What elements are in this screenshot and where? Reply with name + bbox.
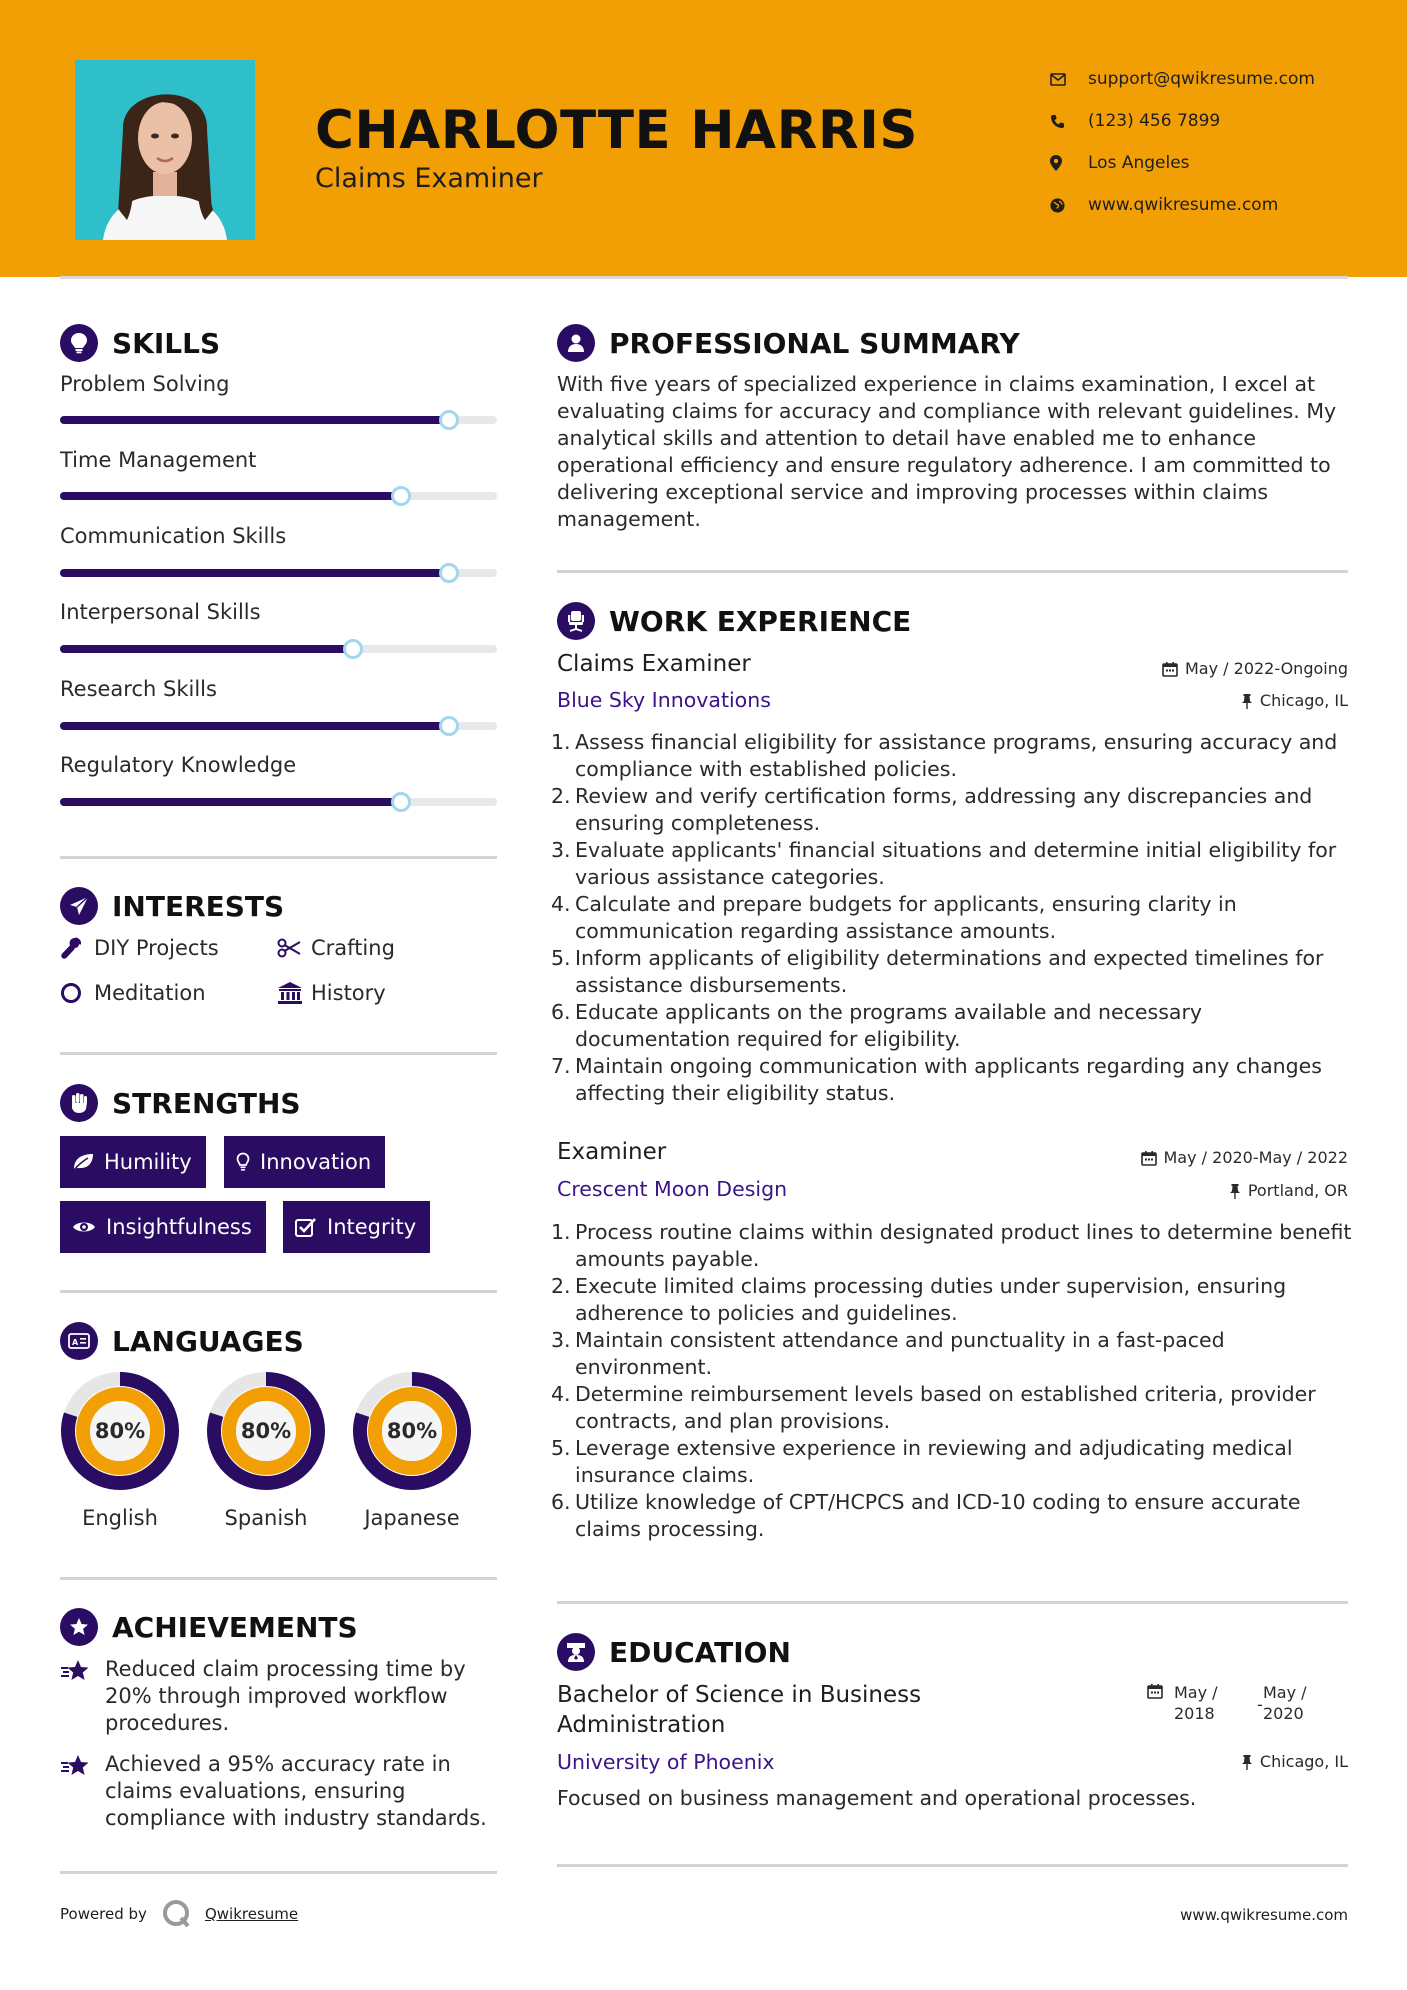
- achievement-item: [60, 1656, 500, 1737]
- language-ring: [59, 1370, 181, 1492]
- duty-item: [551, 1053, 1357, 1107]
- education-heading: [557, 1633, 791, 1671]
- powered-by-text: Powered by: [60, 1905, 147, 1923]
- summary-heading-text: PROFESSIONAL SUMMARY: [609, 326, 1020, 360]
- skill-label: Communication Skills: [60, 524, 287, 548]
- duty-text: Determine reimbursement levels based on established criteria, provider contracts, and plan provisions.: [575, 1382, 1316, 1433]
- education-start-month: May /: [1174, 1683, 1218, 1702]
- education-school: University of Phoenix: [557, 1750, 775, 1774]
- job-location: [1241, 691, 1348, 710]
- achievements-heading: [60, 1608, 358, 1646]
- job-duties: [551, 729, 1357, 1107]
- duty-number: 3.: [551, 1328, 571, 1352]
- strength-badge: [224, 1136, 385, 1188]
- work-heading: [557, 602, 911, 640]
- duty-number: 7.: [551, 1054, 571, 1078]
- duty-item: [551, 1489, 1357, 1543]
- paper-plane-icon: [60, 887, 98, 925]
- interest-label: History: [311, 981, 386, 1005]
- duty-number: 5.: [551, 1436, 571, 1460]
- profile-photo: [75, 60, 255, 240]
- footer-url[interactable]: www.qwikresume.com: [1180, 1906, 1348, 1924]
- lightbulb-icon: [60, 324, 98, 362]
- skill-bar-fill: [60, 722, 449, 730]
- contact-phone-text: (123) 456 7899: [1088, 111, 1221, 131]
- strength-label: Integrity: [327, 1215, 417, 1239]
- skills-heading: [60, 324, 220, 362]
- education-end-date: [1263, 1682, 1307, 1724]
- strengths-heading-text: STRENGTHS: [112, 1086, 301, 1120]
- duty-item: [551, 1381, 1357, 1435]
- skill-label: Regulatory Knowledge: [60, 753, 297, 777]
- duty-number: 2.: [551, 784, 571, 808]
- duty-number: 4.: [551, 1382, 571, 1406]
- language-name: English: [82, 1506, 158, 1530]
- job-location: [1229, 1181, 1348, 1200]
- language-item: [351, 1370, 473, 1530]
- contact-website-text: www.qwikresume.com: [1088, 195, 1279, 215]
- globe-icon: [1050, 195, 1088, 215]
- language-percent: 80%: [240, 1419, 292, 1443]
- office-chair-icon: [557, 602, 595, 640]
- skill-label: Time Management: [60, 448, 257, 472]
- duty-number: 2.: [551, 1274, 571, 1298]
- interests-heading: [60, 887, 284, 925]
- duty-text: Calculate and prepare budgets for applicants, ensuring clarity in communication regarding assistance amounts.: [575, 892, 1237, 943]
- footer-powered-by: [60, 1898, 298, 1930]
- achievements-heading-text: ACHIEVEMENTS: [112, 1610, 358, 1644]
- duty-text: Assess financial eligibility for assistance programs, ensuring accuracy and compliance with established policies.: [575, 730, 1338, 781]
- duty-text: Inform applicants of eligibility determinations and expected timelines for assistance disbursements.: [575, 946, 1324, 997]
- duty-text: Execute limited claims processing duties under supervision, ensuring adherence to policies and guidelines.: [575, 1274, 1287, 1325]
- strength-badge: [60, 1136, 206, 1188]
- interest-label: Crafting: [311, 936, 395, 960]
- contact-website[interactable]: [1050, 184, 1315, 226]
- map-pin-icon: [1050, 153, 1088, 173]
- duty-number: 1.: [551, 730, 571, 754]
- language-percent: 80%: [94, 1419, 146, 1443]
- job-dates: [1141, 1148, 1349, 1167]
- work-heading-text: WORK EXPERIENCE: [609, 604, 912, 638]
- interests-heading-text: INTERESTS: [112, 889, 285, 923]
- lightbulb-icon: [236, 1152, 250, 1172]
- skill-bar-knob: [439, 563, 459, 583]
- section-divider: [60, 1290, 497, 1293]
- skill-bar: [60, 492, 497, 500]
- skill-bar-knob: [343, 639, 363, 659]
- duty-text: Process routine claims within designated product lines to determine benefit amounts payable.: [575, 1220, 1352, 1271]
- job-title: Examiner: [557, 1139, 667, 1165]
- circle-icon: [60, 982, 94, 1004]
- pushpin-icon: [1241, 1754, 1253, 1770]
- contact-phone[interactable]: [1050, 100, 1315, 142]
- contact-location: [1050, 142, 1315, 184]
- education-date-dash: -: [1257, 1695, 1263, 1714]
- job-location-text: Portland, OR: [1247, 1181, 1348, 1200]
- skill-label: Interpersonal Skills: [60, 600, 261, 624]
- skill-label: Research Skills: [60, 677, 217, 701]
- eye-icon: [72, 1219, 96, 1235]
- skill-bar-fill: [60, 569, 449, 577]
- contact-email[interactable]: [1050, 58, 1315, 100]
- skill-bar-fill: [60, 416, 449, 424]
- job-company: Blue Sky Innovations: [557, 688, 771, 712]
- education-start-year: 2018: [1174, 1704, 1215, 1723]
- education-end-year: 2020: [1263, 1704, 1304, 1723]
- duty-number: 3.: [551, 838, 571, 862]
- interest-item: [60, 981, 206, 1005]
- language-item: [59, 1370, 181, 1530]
- header-divider: [60, 276, 1348, 279]
- interest-label: Meditation: [94, 981, 206, 1005]
- duty-text: Maintain consistent attendance and punctuality in a fast-paced environment.: [575, 1328, 1225, 1379]
- skill-label: Problem Solving: [60, 372, 230, 396]
- skill-bar-knob: [439, 410, 459, 430]
- duty-number: 6.: [551, 1000, 571, 1024]
- duty-item: [551, 1273, 1357, 1327]
- job-duties: [551, 1219, 1357, 1543]
- pushpin-icon: [1229, 1183, 1241, 1199]
- language-item: [205, 1370, 327, 1530]
- interest-item: [277, 936, 395, 960]
- calendar-icon: [1141, 1150, 1157, 1166]
- duty-item: [551, 945, 1357, 999]
- education-end-month: May /: [1263, 1683, 1307, 1702]
- skill-bar: [60, 645, 497, 653]
- star-badge-icon: [60, 1608, 98, 1646]
- interest-label: DIY Projects: [94, 936, 219, 960]
- section-divider: [60, 1052, 497, 1055]
- star-icon: [60, 1751, 105, 1832]
- scissors-icon: [277, 938, 311, 958]
- strength-label: Innovation: [260, 1150, 372, 1174]
- skill-bar-fill: [60, 492, 401, 500]
- duty-text: Leverage extensive experience in reviewing and adjudicating medical insurance claims.: [575, 1436, 1293, 1487]
- language-ring: [351, 1370, 473, 1492]
- job-title: Claims Examiner: [557, 651, 751, 677]
- skill-bar-knob: [391, 792, 411, 812]
- skill-bar: [60, 798, 497, 806]
- duty-item: [551, 1327, 1357, 1381]
- education-location: [1241, 1752, 1348, 1771]
- duty-number: 6.: [551, 1490, 571, 1514]
- achievement-text: Achieved a 95% accuracy rate in claims evaluations, ensuring compliance with industry standards.: [105, 1752, 487, 1830]
- language-percent: 80%: [386, 1419, 438, 1443]
- education-degree: Bachelor of Science in Business Administration: [557, 1682, 922, 1738]
- candidate-title: Claims Examiner: [315, 163, 543, 194]
- skills-heading-text: SKILLS: [112, 326, 221, 360]
- interest-item: [60, 936, 219, 960]
- strength-badge: [60, 1201, 266, 1253]
- skill-bar: [60, 416, 497, 424]
- duty-number: 1.: [551, 1220, 571, 1244]
- duty-text: Review and verify certification forms, addressing any discrepancies and ensuring completeness.: [575, 784, 1313, 835]
- summary-heading: [557, 324, 1020, 362]
- section-divider: [60, 1577, 497, 1580]
- duty-item: [551, 1219, 1357, 1273]
- strength-label: Humility: [104, 1150, 192, 1174]
- duty-text: Utilize knowledge of CPT/HCPCS and ICD-10 coding to ensure accurate claims processing.: [575, 1490, 1301, 1541]
- duty-item: [551, 1435, 1357, 1489]
- language-ring: [205, 1370, 327, 1492]
- fist-icon: [60, 1084, 98, 1122]
- section-divider: [60, 856, 497, 859]
- envelope-icon: [1050, 69, 1088, 89]
- svg-text:A: A: [72, 1338, 79, 1347]
- calendar-icon: [1162, 661, 1178, 677]
- pushpin-icon: [1241, 693, 1253, 709]
- job-company: Crescent Moon Design: [557, 1177, 788, 1201]
- skill-bar: [60, 569, 497, 577]
- calendar-icon: [1147, 1683, 1163, 1699]
- education-location-text: Chicago, IL: [1259, 1752, 1348, 1771]
- section-divider: [60, 1871, 497, 1874]
- language-card-icon: [60, 1322, 98, 1360]
- duty-item: [551, 999, 1357, 1053]
- leaf-icon: [72, 1153, 94, 1171]
- education-start-date: [1174, 1682, 1218, 1724]
- resume-header: [0, 0, 1407, 277]
- phone-icon: [1050, 111, 1088, 131]
- language-name: Spanish: [224, 1506, 308, 1530]
- skill-bar-fill: [60, 798, 401, 806]
- achievement-item: [60, 1751, 500, 1832]
- section-divider: [557, 1601, 1348, 1604]
- language-name: Japanese: [364, 1506, 460, 1530]
- wrench-icon: [60, 937, 94, 959]
- strengths-heading: [60, 1084, 301, 1122]
- museum-icon: [277, 981, 311, 1005]
- skill-bar-fill: [60, 645, 353, 653]
- duty-text: Evaluate applicants' financial situations and determine initial eligibility for various assistance categories.: [575, 838, 1337, 889]
- job-dates-text: May / 2022-Ongoing: [1185, 659, 1348, 678]
- job-dates: [1162, 659, 1348, 678]
- duty-number: 4.: [551, 892, 571, 916]
- duty-number: 5.: [551, 946, 571, 970]
- duty-item: [551, 729, 1357, 783]
- contact-location-text: Los Angeles: [1088, 153, 1190, 173]
- interest-item: [277, 981, 386, 1005]
- education-description: Focused on business management and operational processes.: [557, 1786, 1197, 1810]
- job-dates-text: May / 2020-May / 2022: [1163, 1148, 1348, 1167]
- qwikresume-logo-icon: [161, 1898, 193, 1930]
- languages-heading: [60, 1322, 304, 1360]
- candidate-name: CHARLOTTE HARRIS: [315, 100, 919, 161]
- summary-text: With five years of specialized experience in claims examination, I excel at evaluating claims for accuracy and compliance with relevant guidelines. My analytical skills and attention to detail have enabled me to enhance operational efficiency and ensure regulatory adherence. I am committed to delivering exceptional service and improving processes within claims management.: [557, 372, 1337, 531]
- contact-list: [1050, 58, 1315, 226]
- star-icon: [60, 1656, 105, 1737]
- duty-text: Educate applicants on the programs available and necessary documentation required for eligibility.: [575, 1000, 1203, 1051]
- duty-item: [551, 783, 1357, 837]
- contact-email-text: support@qwikresume.com: [1088, 69, 1315, 89]
- duty-item: [551, 837, 1357, 891]
- skill-bar: [60, 722, 497, 730]
- qwikresume-link[interactable]: Qwikresume: [204, 1905, 299, 1923]
- skill-bar-knob: [391, 486, 411, 506]
- user-icon: [557, 324, 595, 362]
- achievement-text: Reduced claim processing time by 20% through improved workflow procedures.: [105, 1657, 466, 1735]
- strength-label: Insightfulness: [106, 1215, 252, 1239]
- section-divider: [557, 1864, 1348, 1867]
- graduate-icon: [557, 1633, 595, 1671]
- duty-item: [551, 891, 1357, 945]
- education-heading-text: EDUCATION: [609, 1635, 791, 1669]
- check-square-icon: [295, 1217, 317, 1237]
- section-divider: [557, 570, 1348, 573]
- education-dates: [1147, 1683, 1170, 1699]
- strength-badge: [283, 1201, 430, 1253]
- job-location-text: Chicago, IL: [1259, 691, 1348, 710]
- duty-text: Maintain ongoing communication with applicants regarding any changes affecting their eligibility status.: [575, 1054, 1322, 1105]
- languages-heading-text: LANGUAGES: [112, 1324, 304, 1358]
- skill-bar-knob: [439, 716, 459, 736]
